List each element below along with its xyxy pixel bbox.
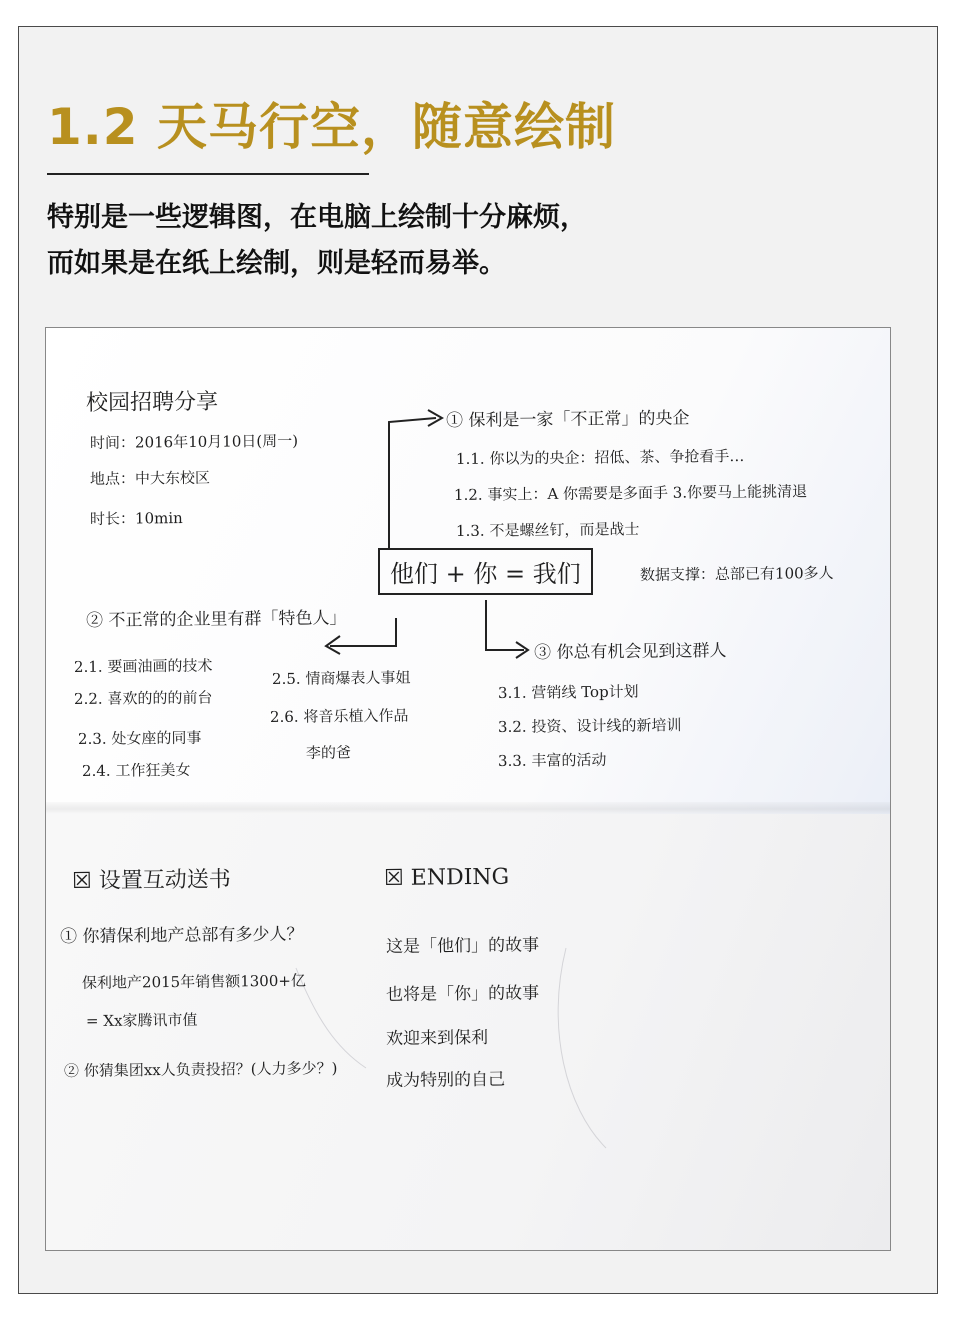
center-node: 他们 + 你 = 我们	[378, 548, 593, 595]
branch1-item-1: 1.1. 你以为的央企：招低、茶、争抢看手…	[455, 446, 745, 468]
branch2-item-3: 2.3. 处女座的同事	[77, 728, 202, 748]
note-title: 校园招聘分享	[85, 389, 219, 416]
branch2-item-1: 2.1. 要画油画的技术	[73, 656, 213, 676]
ending-line-1: 这是「他们」的故事	[385, 935, 540, 957]
branch1-item-2: 1.2. 事实上：A 你需要是多面手 3.你要马上能挑清退	[453, 482, 808, 504]
center-side-note: 数据支撑：总部已有100多人	[639, 563, 834, 584]
branch2-item-2: 2.2. 喜欢的的的前台	[73, 688, 213, 708]
interactive-answer-1b: = Xx家腾讯市值	[85, 1010, 198, 1030]
ending-line-4: 成为特别的自己	[385, 1069, 506, 1091]
checkbox-icon: ☒	[71, 868, 92, 894]
interactive-answer-1: 保利地产2015年销售额1300+亿	[81, 971, 307, 992]
slide	[18, 26, 938, 1294]
ending-line-3: 欢迎来到保利	[385, 1027, 489, 1049]
interactive-question-1: ① 你猜保利地产总部有多少人？	[59, 924, 304, 947]
branch3-item-3: 3.3. 丰富的活动	[497, 750, 607, 770]
branch3-item-1: 3.1. 营销线 Top计划	[497, 682, 639, 702]
branch2-item-7: 李的爸	[305, 743, 352, 762]
branch3-item-2: 3.2. 投资、设计线的新培训	[497, 716, 682, 736]
branch2-head: ② 不正常的企业里有群「特色人」	[85, 608, 347, 631]
branch2-item-5: 2.5. 情商爆表人事姐	[271, 668, 411, 688]
note-place: 地点：中大东校区	[89, 468, 211, 488]
branch1-item-3: 1.3. 不是螺丝钉，而是战士	[455, 520, 640, 540]
branch2-item-4: 2.4. 工作狂美女	[81, 760, 191, 780]
ending-line-2: 也将是「你」的故事	[385, 983, 540, 1005]
branch1-head: ① 保利是一家「不正常」的央企	[445, 408, 690, 431]
branch3-head: ③ 你总有机会见到这群人	[533, 640, 727, 663]
note-duration: 时长：10min	[89, 509, 183, 528]
title-underline	[47, 173, 369, 175]
note-time: 时间：2016年10月10日(周一)	[89, 431, 299, 452]
ending-title: ☒ ENDING	[383, 864, 510, 891]
branch2-item-6: 2.6. 将音乐植入作品	[269, 706, 409, 726]
page-title: 1.2 天马行空，随意绘制	[47, 98, 616, 156]
body-line-1: 特别是一些逻辑图，在电脑上绘制十分麻烦，	[47, 202, 587, 233]
interactive-question-2: ② 你猜集团xx人负责投招？(人力多少？)	[63, 1059, 338, 1080]
body-line-2: 而如果是在纸上绘制，则是轻而易举。	[47, 248, 506, 279]
handwritten-notes-photo	[45, 327, 891, 1251]
checkbox-icon: ☒	[383, 865, 404, 891]
body-text	[47, 195, 587, 287]
interactive-title: ☒ 设置互动送书	[71, 867, 231, 894]
